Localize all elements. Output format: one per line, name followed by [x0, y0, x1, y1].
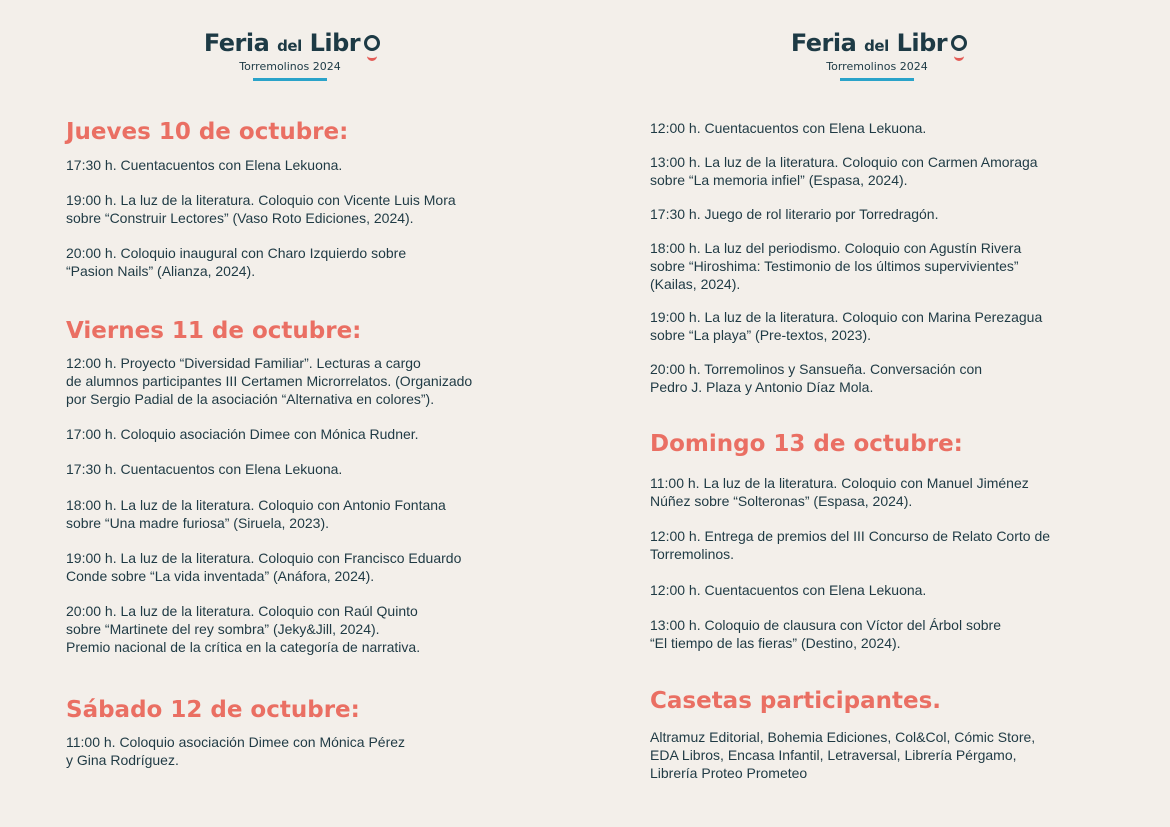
event-item: 17:30 h. Juego de rol literario por Torredragón. [650, 206, 939, 222]
event-item: 13:00 h. La luz de la literatura. Coloquio con Carmen Amoraga sobre “La memoria infiel” (Espasa, 2024). [650, 154, 1038, 188]
event-item: 19:00 h. La luz de la literatura. Coloquio con Vicente Luis Mora sobre “Construir Lectores” (Vaso Roto Ediciones, 2024). [66, 192, 456, 226]
event-item: 17:30 h. Cuentacuentos con Elena Lekuona. [66, 157, 343, 173]
logo-title [204, 28, 376, 61]
event-item: 19:00 h. La luz de la literatura. Coloquio con Francisco Eduardo Conde sobre “La vida inventada” (Anáfora, 2024). [66, 550, 462, 584]
day-heading-jueves: Jueves 10 de octubre: [66, 119, 349, 145]
event-item: 13:00 h. Coloquio de clausura con Víctor del Árbol sobre “El tiempo de las fieras” (Destino, 2024). [650, 617, 1001, 651]
event-item: 18:00 h. La luz de la literatura. Coloquio con Antonio Fontana sobre “Una madre furiosa” (Siruela, 2023). [66, 497, 446, 531]
day-heading-sabado: Sábado 12 de octubre: [66, 697, 360, 723]
logo-subtitle: Torremolinos 2024 [826, 60, 928, 73]
logo-o-mark-icon [364, 35, 380, 51]
casetas-list: Altramuz Editorial, Bohemia Ediciones, Col&Col, Cómic Store, EDA Libros, Encasa Infantil, Letraversal, Librería Pérgamo, Librería Proteo Prometeo [650, 729, 1036, 781]
event-item: 20:00 h. Coloquio inaugural con Charo Izquierdo sobre “Pasion Nails” (Alianza, 2024). [66, 245, 407, 279]
logo-o-mark-icon [951, 35, 967, 51]
event-item: 17:00 h. Coloquio asociación Dimee con Mónica Rudner. [66, 426, 419, 442]
event-item: 20:00 h. La luz de la literatura. Coloquio con Raúl Quinto sobre “Martinete del rey sombra” (Jeky&Jill, 2024). Premio nacional de la crítica en la categoría de narrativa. [66, 603, 421, 655]
logo-title-feria: Feria [203, 29, 270, 57]
logo [190, 28, 390, 81]
event-item: 12:00 h. Proyecto “Diversidad Familiar”. Lecturas a cargo de alumnos participantes III Certamen Microrrelatos. (Organizado por Sergio Padial de la asociación “Alternativa en colores”). [66, 355, 473, 407]
logo [777, 28, 977, 81]
event-item: 12:00 h. Entrega de premios del III Concurso de Relato Corto de Torremolinos. [650, 528, 1051, 562]
left-page [66, 0, 586, 827]
logo-subtitle: Torremolinos 2024 [239, 60, 341, 73]
event-item: 12:00 h. Cuentacuentos con Elena Lekuona. [650, 582, 927, 598]
logo-title-libro: Libr [309, 29, 361, 57]
event-item: 11:00 h. La luz de la literatura. Coloquio con Manuel Jiménez Núñez sobre “Solteronas” (Espasa, 2024). [650, 475, 1029, 509]
event-item: 11:00 h. Coloquio asociación Dimee con Mónica Pérez y Gina Rodríguez. [66, 734, 406, 768]
day-heading-domingo: Domingo 13 de octubre: [650, 431, 963, 457]
logo-underline [253, 78, 327, 81]
event-item: 18:00 h. La luz del periodismo. Coloquio con Agustín Rivera sobre “Hiroshima: Testimonio de los últimos supervivientes” (Kailas, 2024). [650, 240, 1022, 292]
event-item: 19:00 h. La luz de la literatura. Coloquio con Marina Perezagua sobre “La playa” (Pre-textos, 2023). [650, 309, 1043, 343]
event-item: 20:00 h. Torremolinos y Sansueña. Conversación con Pedro J. Plaza y Antonio Díaz Mola. [650, 361, 983, 395]
event-item: 17:30 h. Cuentacuentos con Elena Lekuona. [66, 461, 343, 477]
logo-underline [840, 78, 914, 81]
logo-title-libro: Libr [896, 29, 948, 57]
right-page [650, 0, 1150, 827]
event-item: 12:00 h. Cuentacuentos con Elena Lekuona. [650, 120, 927, 136]
logo-title-del: del [277, 37, 302, 55]
logo-title-del: del [864, 37, 889, 55]
logo-title [791, 28, 963, 61]
day-heading-viernes: Viernes 11 de octubre: [66, 318, 362, 344]
casetas-heading: Casetas participantes. [650, 688, 942, 714]
logo-title-feria: Feria [790, 29, 857, 57]
